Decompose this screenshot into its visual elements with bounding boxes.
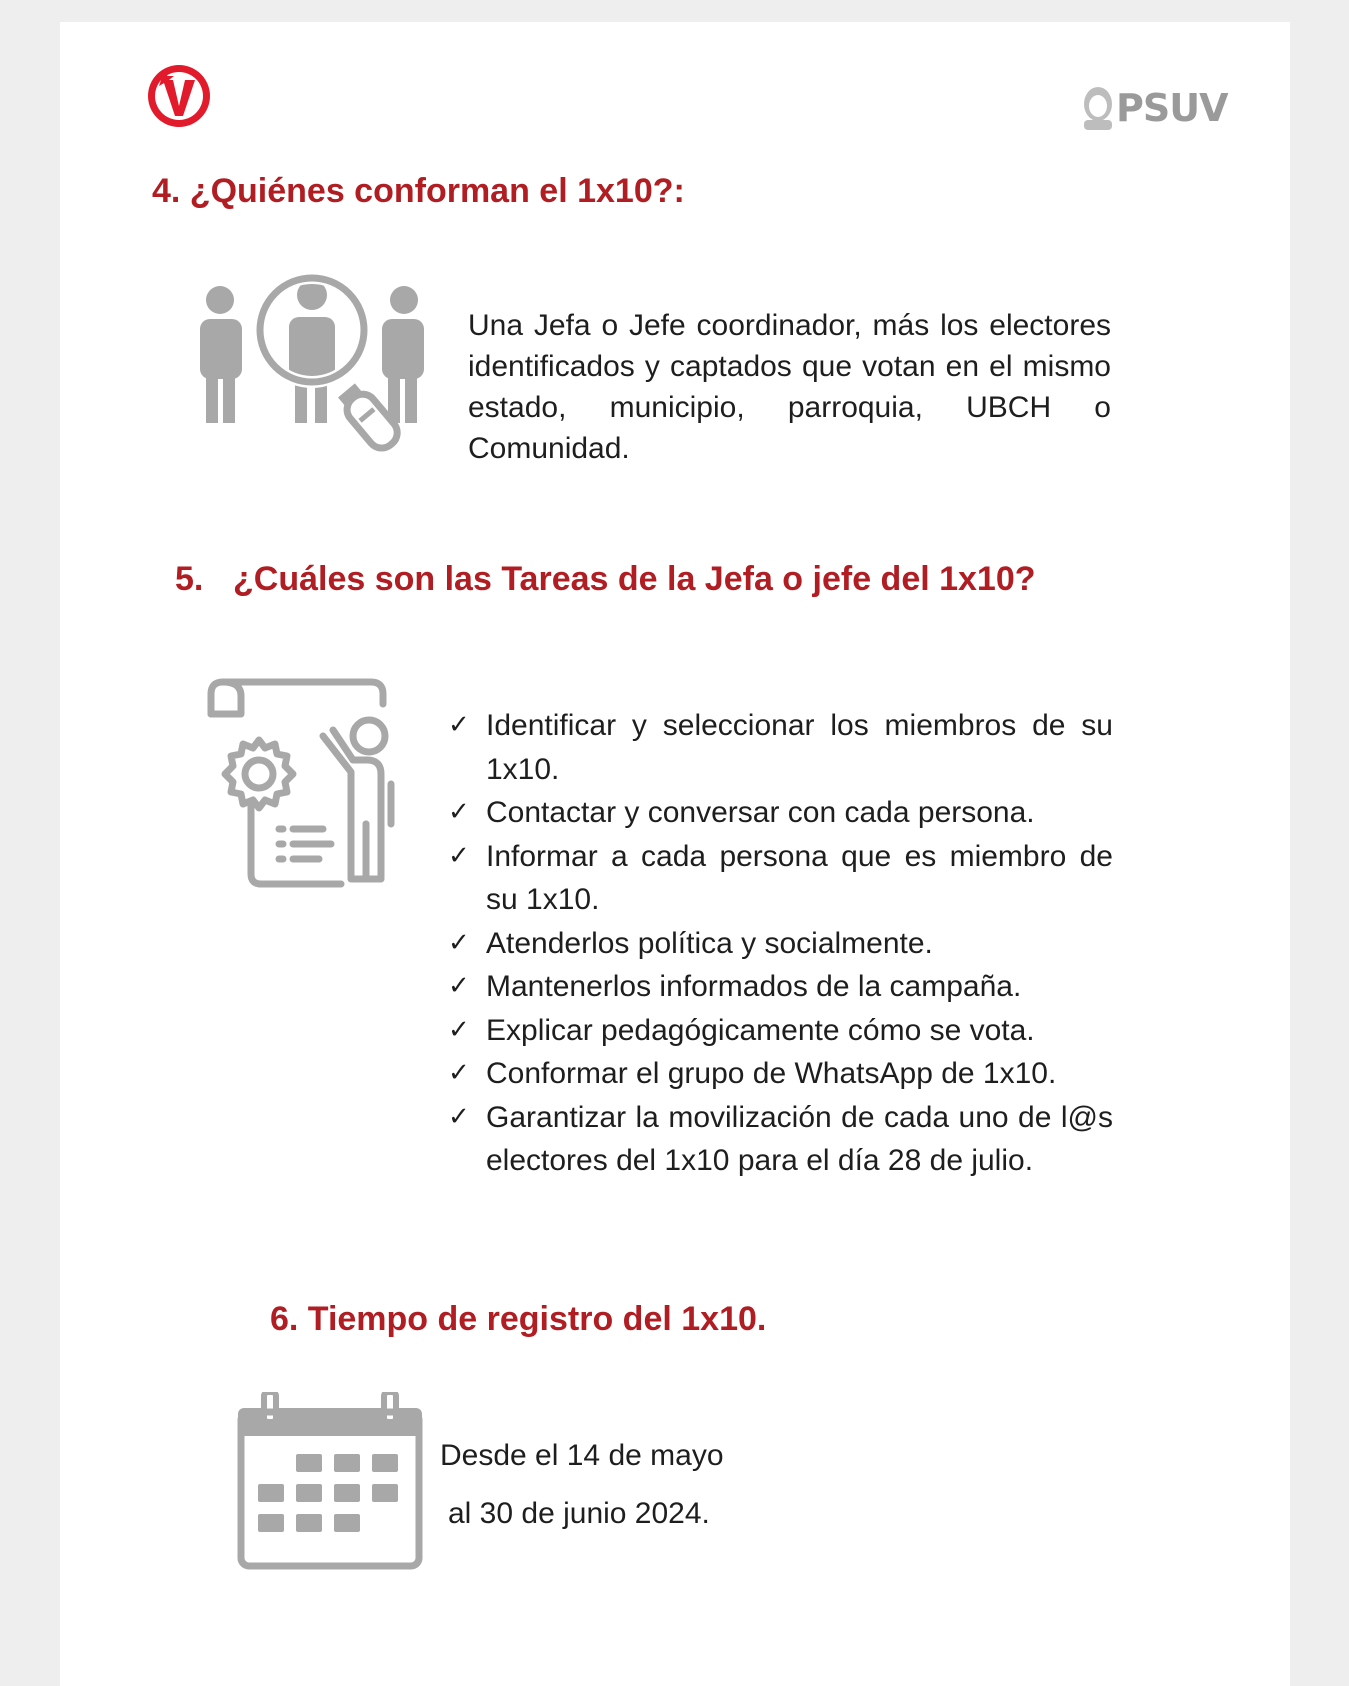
portrait-icon	[1078, 84, 1118, 134]
task-item: ✓ Mantenerlos informados de la campaña.	[448, 965, 1113, 1009]
presenter-gear-icon	[201, 674, 416, 894]
psuv-logo-text: PSUV	[1116, 86, 1228, 130]
check-icon: ✓	[448, 840, 470, 871]
psuv-logo	[1078, 84, 1228, 144]
task-item: ✓ Explicar pedagógicamente cómo se vota.	[448, 1009, 1113, 1053]
section-4-text: Una Jefa o Jefe coordinador, más los electores identificados y captados que votan en el mismo estado, municipio, parroquia, UBCH o Comunidad.	[468, 309, 1111, 465]
check-icon: ✓	[448, 927, 470, 958]
check-icon: ✓	[448, 710, 470, 740]
section-6-heading: 6. Tiempo de registro del 1x10.	[270, 1300, 767, 1338]
document-page	[60, 22, 1290, 1686]
task-item: ✓ Conformar el grupo de WhatsApp de 1x10.	[448, 1052, 1113, 1096]
section-5-title: ¿Cuáles son las Tareas de la Jefa o jefe del 1x10?	[233, 560, 1036, 598]
v-logo-icon	[145, 62, 213, 130]
task-item: ✓ Identificar y seleccionar los miembros de su 1x10.	[448, 704, 1113, 791]
section-5-number: 5.	[175, 560, 204, 598]
date-range-end: al 30 de junio 2024.	[448, 1497, 710, 1530]
task-item: ✓ Contactar y conversar con cada persona.	[448, 791, 1113, 835]
task-list	[448, 704, 1113, 1183]
people-search-icon	[192, 265, 432, 465]
section-4-heading: 4. ¿Quiénes conforman el 1x10?:	[152, 172, 685, 210]
check-icon: ✓	[448, 1058, 470, 1088]
check-icon: ✓	[448, 1101, 470, 1132]
task-item: ✓ Informar a cada persona que es miembro de su 1x10.	[448, 835, 1113, 922]
check-icon: ✓	[448, 1014, 470, 1045]
date-range-start: Desde el 14 de mayo	[440, 1439, 724, 1472]
section-5-heading	[175, 560, 1036, 599]
check-icon: ✓	[448, 971, 470, 1001]
calendar-icon	[234, 1392, 426, 1572]
task-item: ✓ Garantizar la movilización de cada uno de l@s electores del 1x10 para el día 28 de julio.	[448, 1096, 1113, 1183]
task-item: ✓ Atenderlos política y socialmente.	[448, 922, 1113, 966]
check-icon: ✓	[448, 797, 470, 827]
